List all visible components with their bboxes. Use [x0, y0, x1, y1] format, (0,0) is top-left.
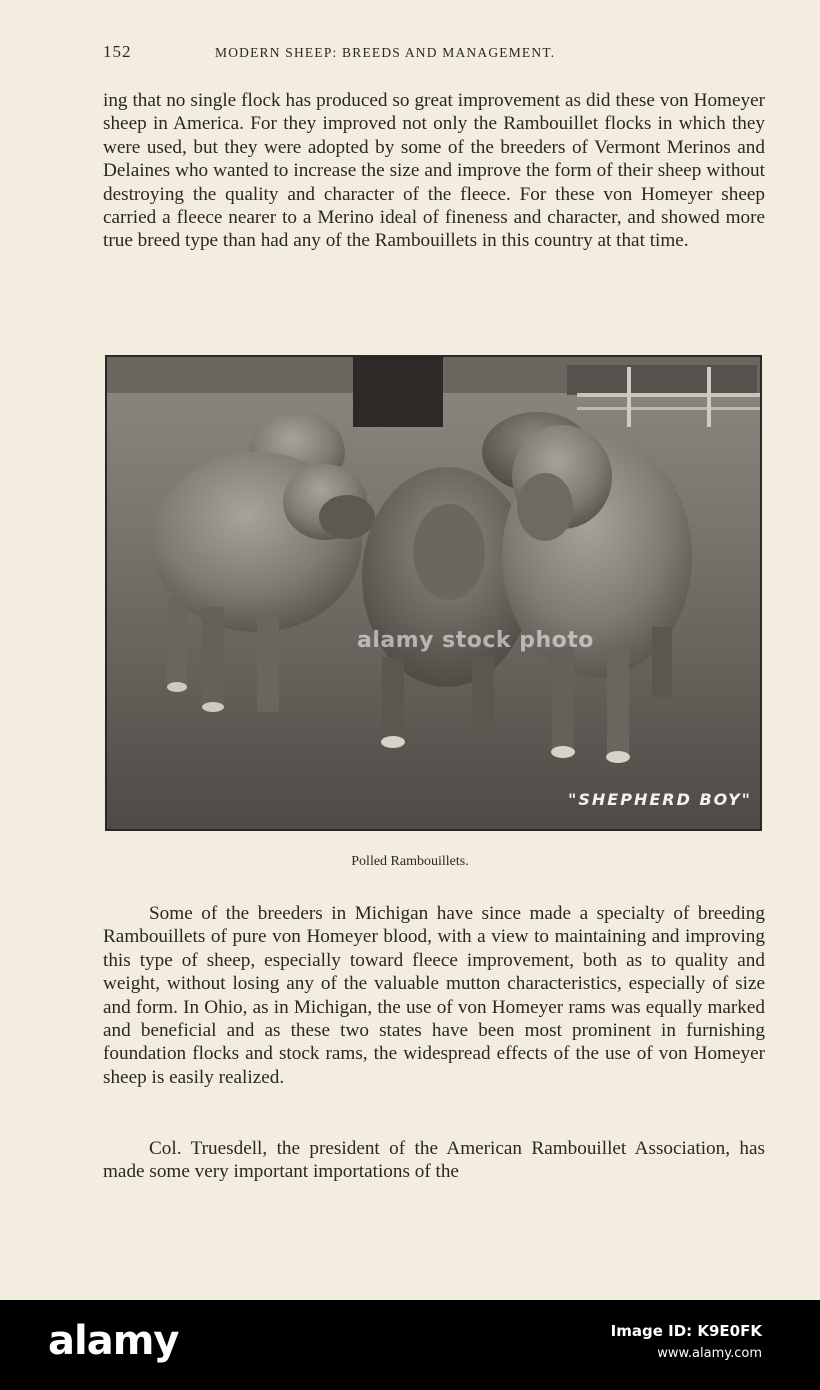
paragraph-2: Some of the breeders in Michigan have since made a specialty of breeding Rambouillets of pure von Homeyer blood, with a view to maintaining and improving this type of sheep, especially toward fleece improvement, both as to quality and weight, without losing any of the valuable mutton characteristics, especially of size and form. In Ohio, as in Michigan, the use of von Homeyer rams was equally marked and beneficial and as these two states have been most prominent in furnishing foundation flocks and stock rams, the widespread effects of the use of von Homeyer sheep is easily realized.	[103, 903, 765, 1088]
running-head	[103, 42, 763, 66]
paragraph-3: Col. Truesdell, the president of the American Rambouillet Association, has made some very important importations of the	[103, 1138, 765, 1183]
paragraph-1: ing that no single flock has produced so great improvement as did these von Homeyer sheep in America. For they improved not only the Rambouillet flocks in which they were used, but they were adopted by some of the breeders of Vermont Merinos and Delaines who wanted to increase the size and improve the form of their sheep without destroying the quality and character of the fleece. For these von Homeyer sheep carried a fleece nearer to a Merino ideal of fineness and character, and showed more true breed type than had any of the Rambouillets in this country at that time.	[103, 90, 765, 252]
site-url-link[interactable]: www.alamy.com	[657, 1346, 762, 1361]
page-number: 152	[103, 42, 132, 61]
alamy-logo[interactable]: alamy	[48, 1318, 179, 1364]
figure-caption: Polled Rambouillets.	[351, 854, 469, 869]
running-title: MODERN SHEEP: BREEDS AND MANAGEMENT.	[215, 45, 556, 60]
photo-signature: "SHEPHERD BOY"	[568, 790, 752, 809]
watermark-text: alamy stock photo	[357, 628, 594, 653]
stock-footer-bar	[0, 1300, 820, 1390]
photo-illustration	[107, 357, 760, 829]
image-id-label: Image ID: K9E0FK	[610, 1322, 762, 1340]
sheep-photograph	[105, 355, 762, 831]
